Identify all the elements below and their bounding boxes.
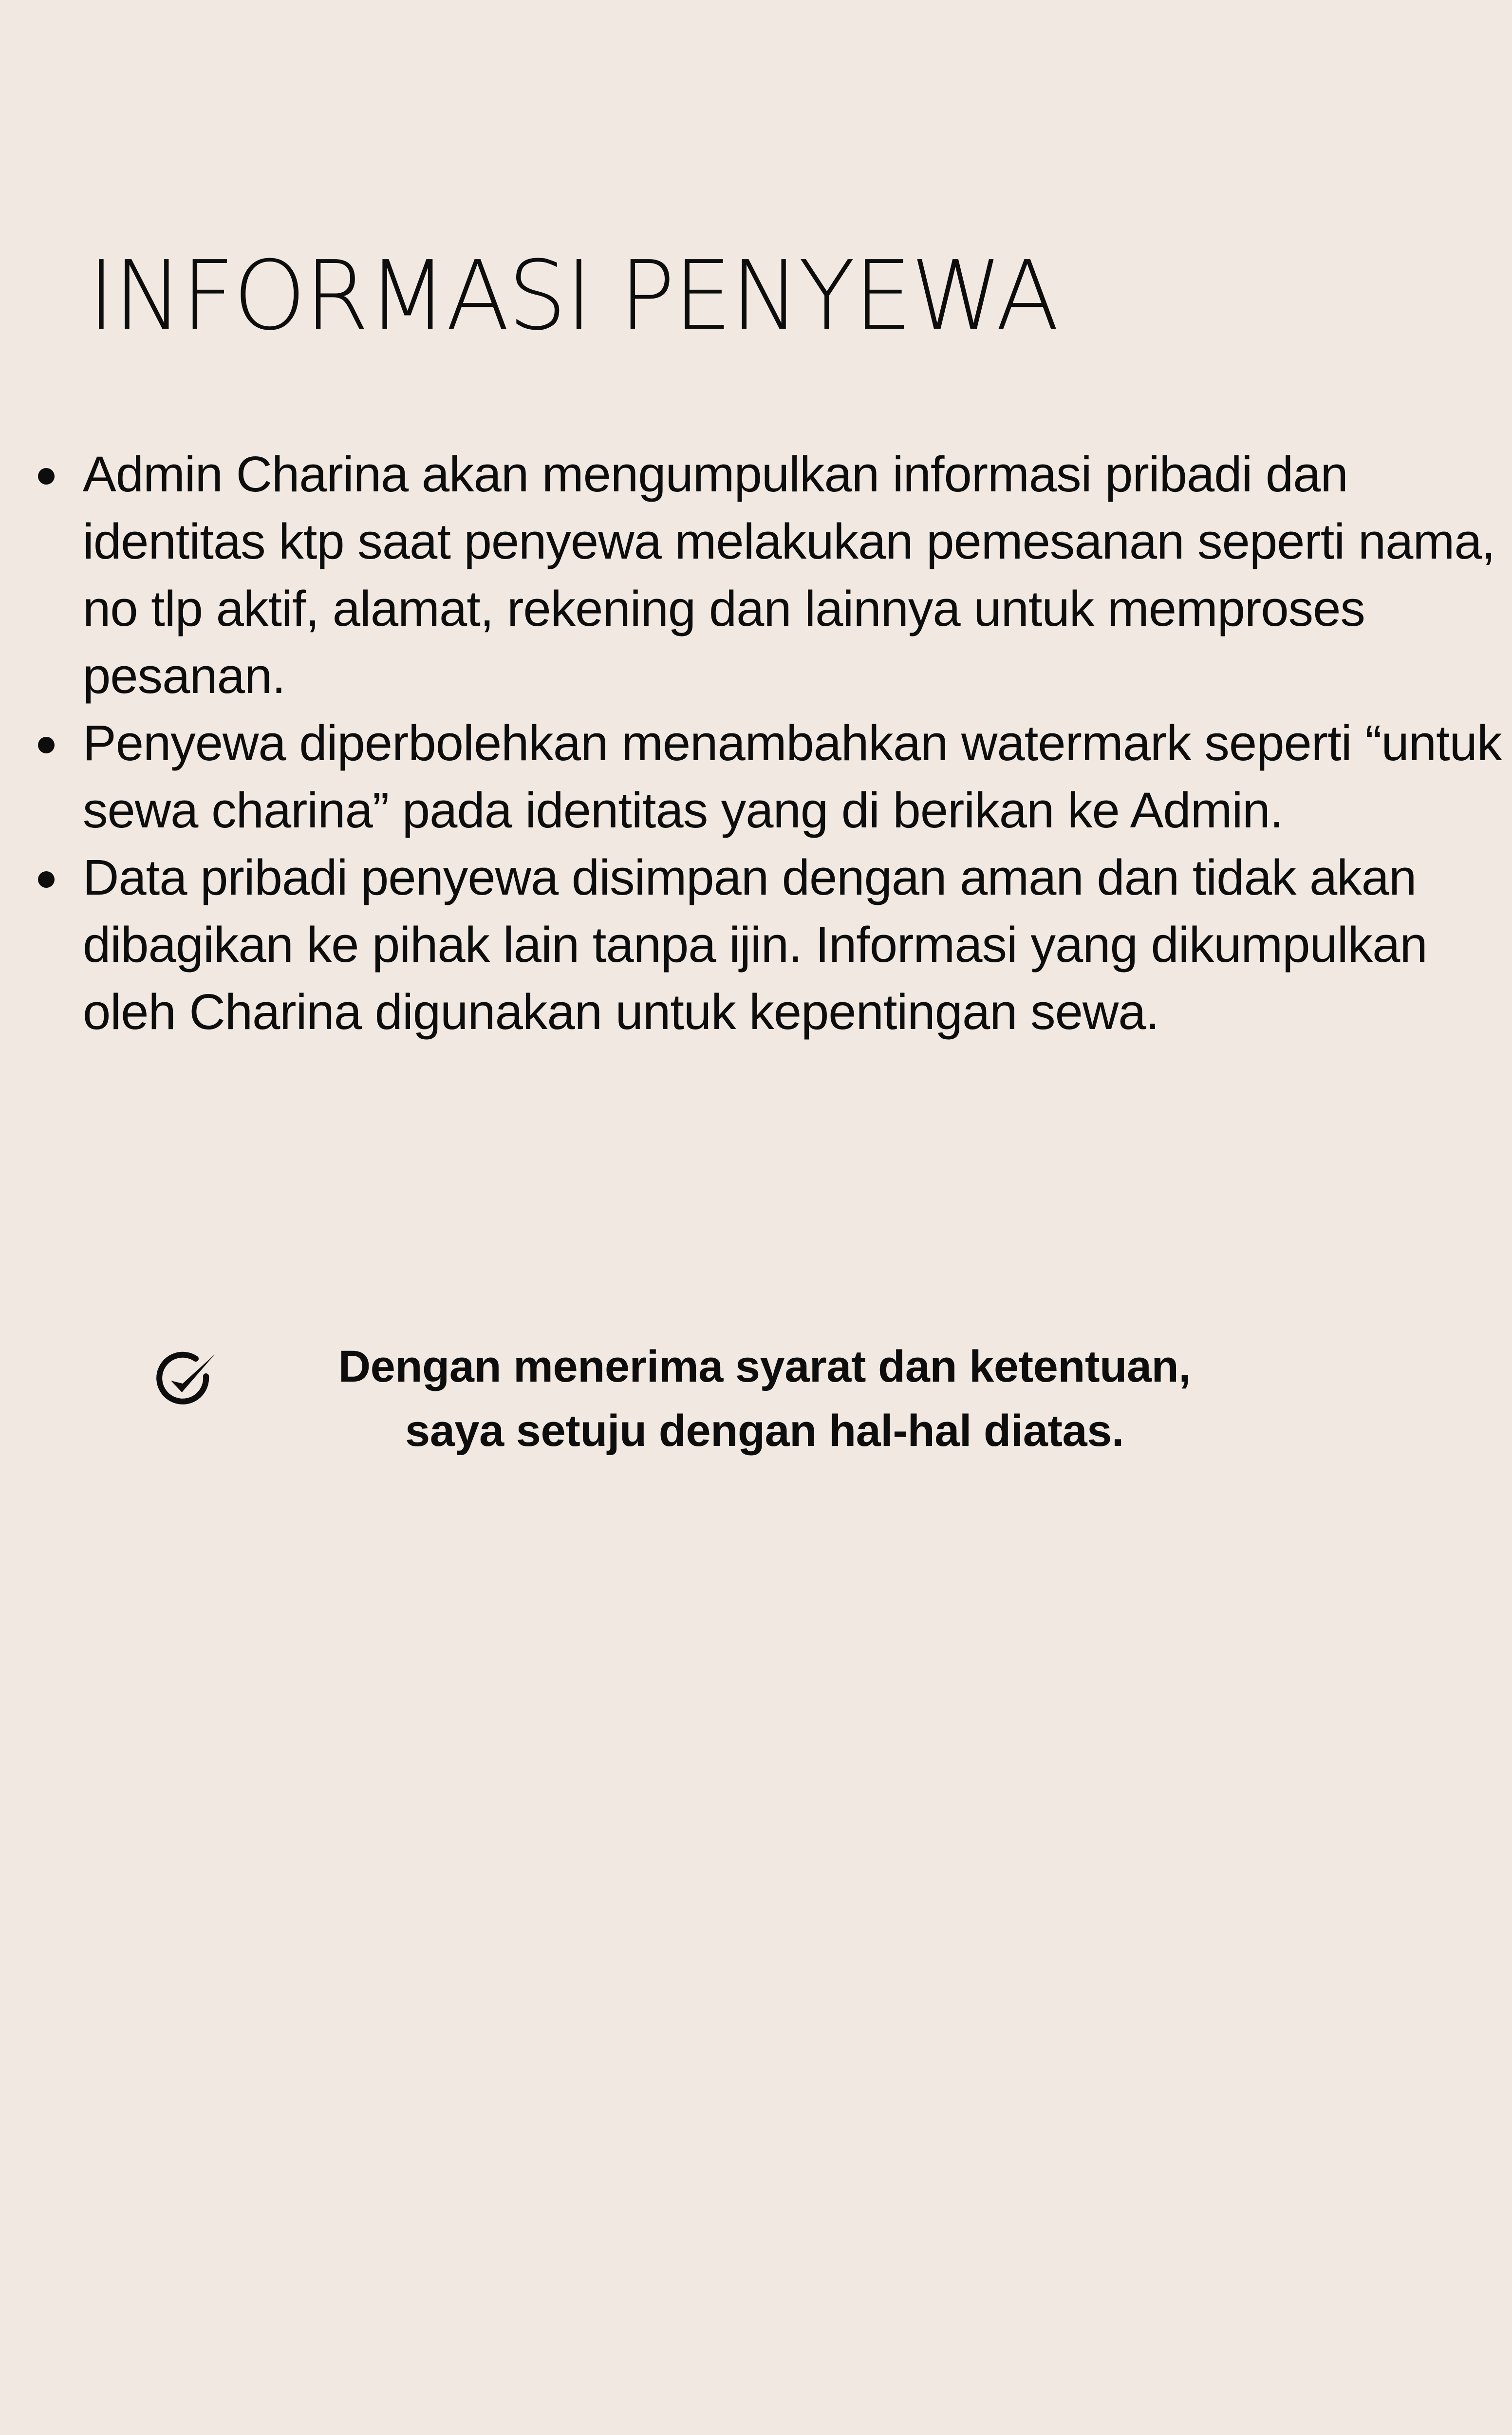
list-item-text: Penyewa diperbolehkan menambahkan watermark seperti “untuk sewa charina” pada identitas yang di berikan ke Admin.	[83, 715, 1502, 838]
agreement-text	[253, 1334, 1276, 1463]
agreement-line-1: Dengan menerima syarat dan ketentuan,	[338, 1342, 1191, 1391]
bullet-icon	[38, 737, 55, 753]
bullet-icon	[38, 871, 55, 888]
list-item-text: Data pribadi penyewa disimpan dengan aman dan tidak akan dibagikan ke pihak lain tanpa ijin. Informasi yang dikumpulkan oleh Charina digunakan untuk kepentingan sewa.	[83, 849, 1427, 1040]
info-list	[0, 441, 1512, 1046]
list-item	[0, 844, 1512, 1046]
list-item	[0, 441, 1512, 710]
page-title: INFORMASI PENYEWA	[88, 241, 1058, 352]
agreement-line-2: saya setuju dengan hal-hal diatas.	[405, 1406, 1124, 1456]
check-circle-icon[interactable]	[149, 1344, 222, 1417]
list-item	[0, 710, 1512, 844]
bullet-icon	[38, 468, 55, 485]
list-item-text: Admin Charina akan mengumpulkan informasi pribadi dan identitas ktp saat penyewa melakukan pemesanan seperti nama, no tlp aktif, alamat, rekening dan lainnya untuk memproses pesanan.	[83, 446, 1495, 704]
agreement-block[interactable]	[146, 1334, 1315, 1480]
